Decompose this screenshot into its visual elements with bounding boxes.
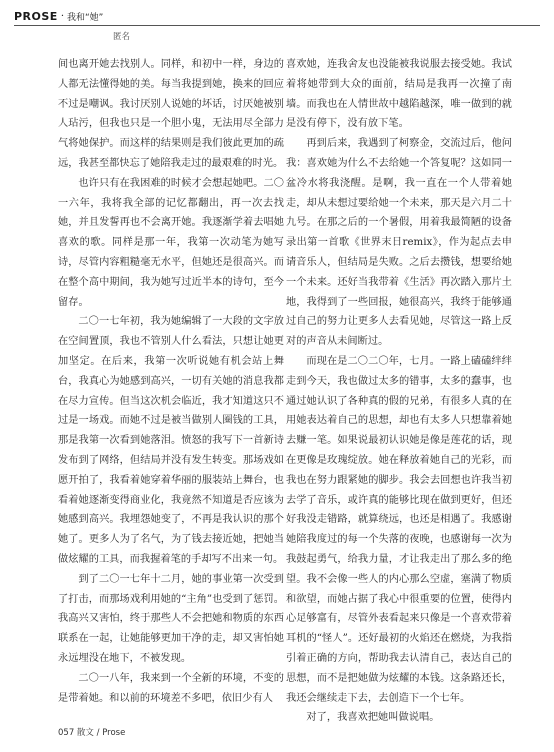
page-footer: 057 散文 / Prose bbox=[58, 728, 126, 738]
paragraph: 二〇一七年初，我为她编辑了一大段的文字放在空间置顶，我也不管别人什么看法，只想让她更加坚定。在后来，我第一次听说她有机会站上舞台，我真心为她感到高兴，一切有关她的消息我都在尽力宣传。但当这次机会临近，我才知道这只不过是一场戏。而她不过是被当做别人圈钱的工具，那是我第一次看到她落泪。愤怒的我写下一首新诗发布到了网络，但结局并没有发生转变。那场戏如愿开拍了，我看着她穿着华丽的服装站上舞台，也看着她逐渐变得商业化，我竟然不知道是否应该为她感到高兴。我埋怨她变了，不再是我认识的那个她了。更多人为了名气，为了钱去接近她，把她当做炫耀的工具，而我握着笔的手却写不出来一句。 bbox=[58, 316, 284, 565]
page-header bbox=[14, 9, 103, 23]
paragraph: 而现在是二〇二〇年，七月。一路上磕磕绊绊走到今天，我也做过太多的错事，太多的蠢事，也通过她认识了各种真的假的兄弟，有很多人真的在用她表达着自己的思想，却也有太多人只想靠着她去赚一笔。如果说最初认识她是像是莲花的话，现在更像是玫瑰绽放。她在释放着她自己的光彩，而我也在努力跟紧她的脚步。我会去回想也许我当初去学了音乐，或许真的能够比现在做到更好，但还好我没走错路，就算绕远，也还是相遇了。我感谢她陪我度过的每一个失落的夜晚，也感谢每一次为我鼓起勇气，给我力量，才让我走出了那么多的绝望。我不会像一些人的内心那么空虚，塞满了物质和欲望，而她占据了我心中很重要的位置，使得内心足够富有，尽管外表看起来只像是一个喜欢带着耳机的“怪人”。还好最初的火焰还在燃烧，为我指引着正确的方向，帮助我去认清自己，表达自己的思想，而不是把她做为炫耀的本钱。这条路还长，我还会继续走下去，去创造下一个七年。 bbox=[286, 355, 512, 704]
paragraph: 对了，我喜欢把她叫做说唱。 bbox=[306, 712, 440, 724]
paragraph: 也许只有在我困难的时候才会想起她吧。二〇一六年，我将我全部的记忆都翻出，再一次去找她，并且发誓再也不会离开她。我逐渐学着去唱她喜欢的歌。同样是那一年，我第一次动笔为她写诗，尽管内容粗糙毫无水平，但她还是很高兴。而在整个高中期间，我为她写过近半本的诗句，至今留存。 bbox=[58, 177, 284, 308]
author-name: 匿名 bbox=[113, 32, 131, 42]
section-label: PROSE bbox=[14, 9, 58, 23]
right-column bbox=[286, 55, 512, 724]
separator: · bbox=[60, 10, 65, 22]
paragraph: 再到后来，我遇到了柯察金，交流过后，他问我：喜欢她为什么不去给她一个答复呢？这如同一盆冷水将我浇醒。是啊，我一直在一个人带着她走，却从未想过要给她一个未来，那天是六月二十九号。在那之后的一个暑假，用着我最简陋的设备录出第一首歌《世界末日remix》，作为起点去申请音乐人，但结局是失败。之后去攒钱，想要给她一个未来。还好当我带着《生活》再次踏入那片土地，我得到了一些回报，她很高兴，我终于能够通过自己的努力让更多人去看见她，尽管这一路上反对的声音从未间断过。 bbox=[286, 138, 512, 348]
paragraph: 到了二〇一七年十二月，她的事业第一次受到了打击，而那场戏利用她的“主角”也受到了惩罚。我高兴又害怕，终于那些人不会把她和物质的东西联系在一起，让她能够更加干净的走，却又害怕她永远埋没在地下，不被发现。 bbox=[58, 573, 284, 664]
left-column bbox=[58, 55, 284, 715]
header-rule bbox=[14, 25, 540, 26]
paragraph: 间也离开她去找别人。同样，和初中一样，身边的人都无法懂得她的美。每当我提到她，换来的回应不过是嘲讽。我讨厌别人说她的坏话，讨厌她被别人玷污，但我也只是一个胆小鬼，无法用尽全部力气将她保护。而这样的结果则是我们彼此更加的疏远，我甚至都快忘了她陪我走过的最艰难的时光。 bbox=[58, 59, 284, 169]
article-title: 我和“她” bbox=[67, 12, 104, 23]
paragraph: 喜欢她，连我舍友也没能被我说服去接受她。我试着将她带到大众的面前，结局是我再一次撞了南墙。而我也在人情世故中越陷越深，唯一做到的就是没有停下，没有放下笔。 bbox=[286, 59, 512, 130]
paragraph: 二〇一八年，我来到一个全新的环境，不变的是带着她。和以前的环境差不多吧，依旧少有人 bbox=[58, 672, 284, 704]
